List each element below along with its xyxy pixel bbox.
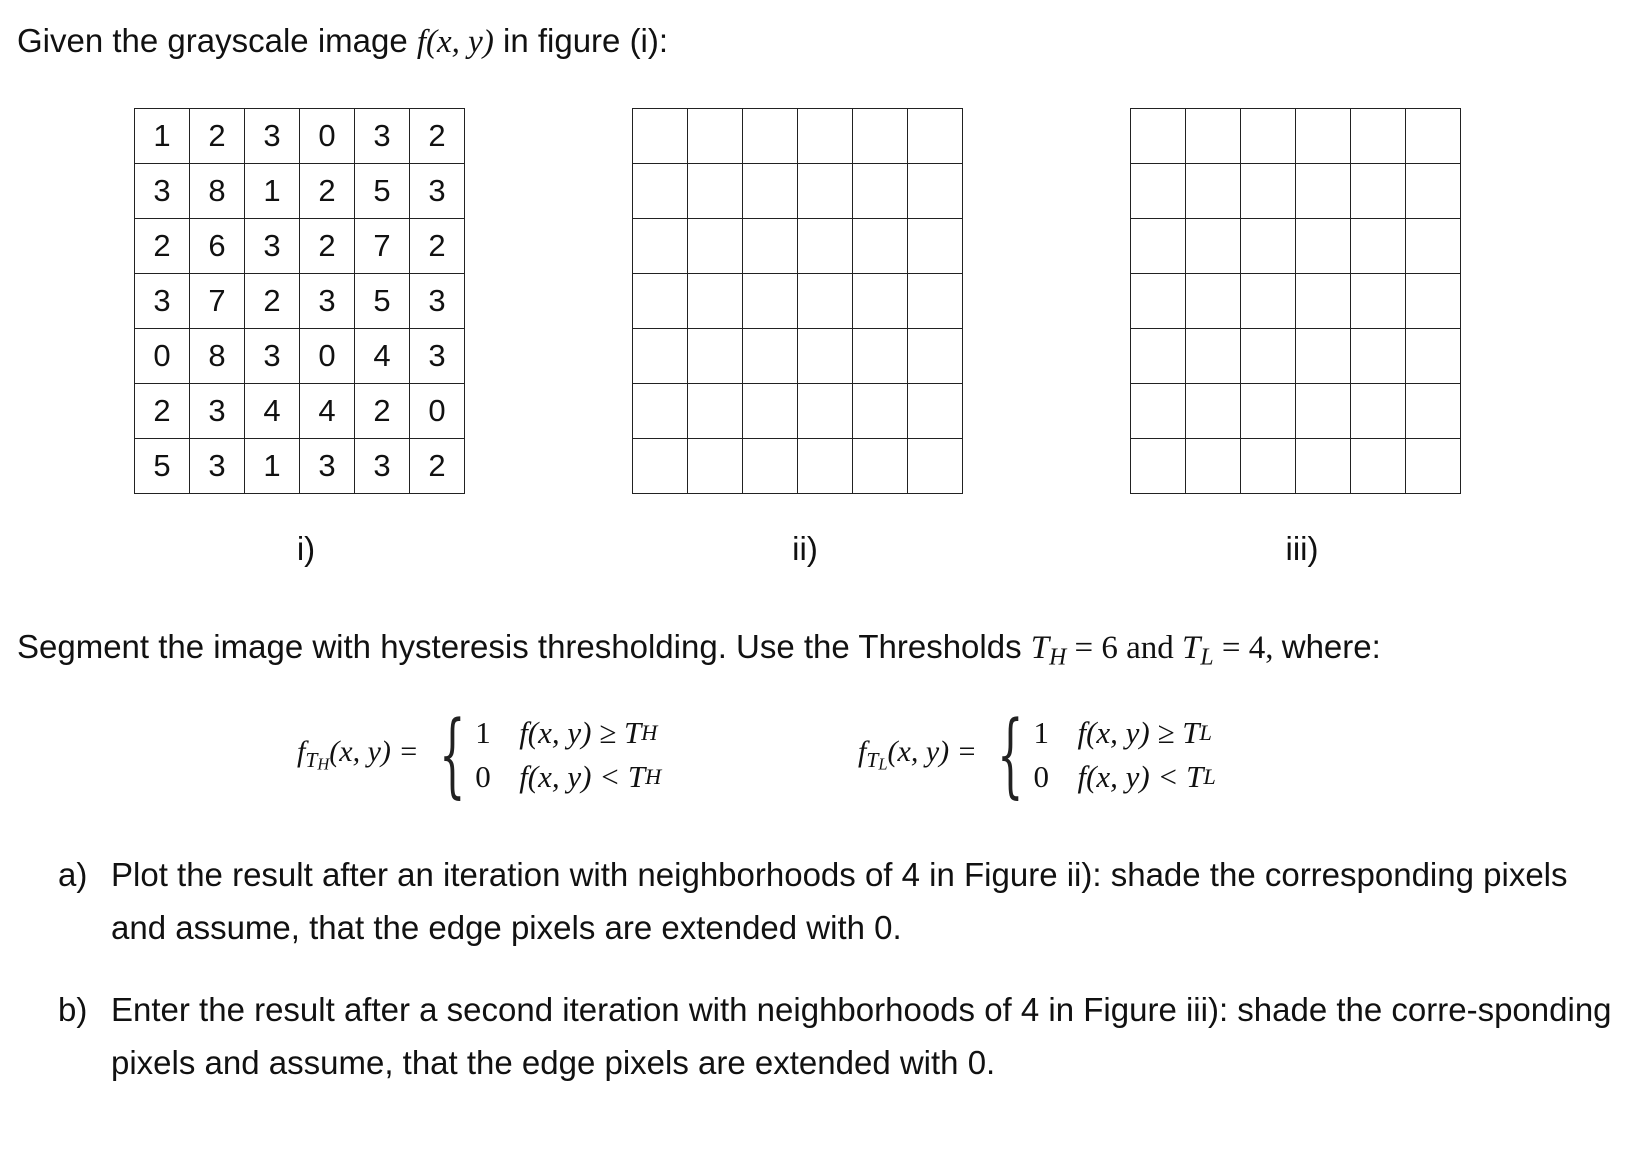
image-grid-i-cell: 4 (245, 384, 300, 439)
image-grid-i-cell: 2 (410, 109, 465, 164)
formula-h-args: (x, y) = (329, 735, 419, 769)
empty-grid-ii-cell[interactable] (908, 329, 963, 384)
empty-grid-iii-row (1131, 384, 1461, 439)
empty-grid-ii-row (633, 274, 963, 329)
empty-grid-iii-cell[interactable] (1186, 109, 1241, 164)
empty-grid-iii-cell[interactable] (1131, 439, 1186, 494)
empty-grid-ii-cell[interactable] (688, 329, 743, 384)
formula-h-t-sub: H (317, 754, 330, 774)
intro-text (17, 22, 668, 61)
empty-grid-ii-cell[interactable] (853, 329, 908, 384)
empty-grid-iii-cell[interactable] (1351, 274, 1406, 329)
formula-l-case-1 (1033, 712, 1215, 754)
formula-h-case-1-sub: H (641, 720, 658, 745)
empty-grid-iii-cell[interactable] (1351, 329, 1406, 384)
image-grid-i-row (135, 439, 465, 494)
image-grid-i-cell: 3 (135, 274, 190, 329)
empty-grid-iii-cell[interactable] (1186, 329, 1241, 384)
formula-l-t: T (866, 748, 879, 773)
empty-grid-iii-row (1131, 274, 1461, 329)
empty-grid-ii-cell[interactable] (853, 274, 908, 329)
empty-grid-ii[interactable] (632, 108, 963, 494)
empty-grid-ii-cell[interactable] (853, 219, 908, 274)
empty-grid-ii-cell[interactable] (798, 109, 853, 164)
empty-grid-iii-cell[interactable] (1296, 384, 1351, 439)
empty-grid-ii-cell[interactable] (853, 164, 908, 219)
empty-grid-ii-row (633, 329, 963, 384)
empty-grid-iii-cell[interactable] (1186, 439, 1241, 494)
empty-grid-iii-cell[interactable] (1296, 439, 1351, 494)
empty-grid-ii-cell[interactable] (743, 219, 798, 274)
empty-grid-ii-cell[interactable] (798, 219, 853, 274)
image-grid-i-cell: 3 (410, 164, 465, 219)
formula-h-case-1-value: 1 (475, 715, 491, 750)
image-grid-i-cell: 2 (135, 219, 190, 274)
image-grid-i-cell: 4 (300, 384, 355, 439)
empty-grid-ii-cell[interactable] (688, 384, 743, 439)
empty-grid-iii-cell[interactable] (1131, 274, 1186, 329)
empty-grid-iii-cell[interactable] (1186, 164, 1241, 219)
empty-grid-ii-cell[interactable] (688, 109, 743, 164)
image-grid-i-cell: 2 (190, 109, 245, 164)
empty-grid-ii-cell[interactable] (798, 274, 853, 329)
empty-grid-iii-cell[interactable] (1351, 439, 1406, 494)
empty-grid-iii-row (1131, 329, 1461, 384)
empty-grid-ii-cell[interactable] (908, 439, 963, 494)
question-a (58, 848, 1618, 954)
empty-grid-ii-row (633, 439, 963, 494)
empty-grid-iii-row (1131, 164, 1461, 219)
empty-grid-ii-cell[interactable] (908, 164, 963, 219)
empty-grid-ii-cell[interactable] (633, 274, 688, 329)
empty-grid-ii-cell[interactable] (798, 439, 853, 494)
empty-grid-ii-cell[interactable] (633, 329, 688, 384)
image-grid-i-cell: 5 (355, 274, 410, 329)
empty-grid-ii-cell[interactable] (798, 384, 853, 439)
empty-grid-iii-cell[interactable] (1186, 274, 1241, 329)
empty-grid-ii-cell[interactable] (853, 439, 908, 494)
tl-symbol: T (1182, 630, 1201, 666)
empty-grid-iii-cell[interactable] (1296, 219, 1351, 274)
empty-grid-iii-cell[interactable] (1351, 109, 1406, 164)
empty-grid-ii-cell[interactable] (688, 164, 743, 219)
empty-grid-ii-cell[interactable] (633, 219, 688, 274)
empty-grid-iii-cell[interactable] (1131, 109, 1186, 164)
image-grid-i-cell: 3 (410, 329, 465, 384)
empty-grid-iii-row (1131, 219, 1461, 274)
image-grid-i-cell: 2 (410, 439, 465, 494)
tl-value: = 4, (1213, 630, 1282, 666)
empty-grid-iii-cell[interactable] (1406, 329, 1461, 384)
image-grid-i-row (135, 164, 465, 219)
image-grid-i-cell: 5 (135, 439, 190, 494)
empty-grid-iii[interactable] (1130, 108, 1461, 494)
task-suffix: where: (1281, 628, 1381, 665)
image-grid-i-cell: 2 (410, 219, 465, 274)
formula-l-args: (x, y) = (887, 735, 977, 769)
empty-grid-ii-cell[interactable] (633, 384, 688, 439)
tl-subscript: L (1200, 644, 1214, 671)
formula-h-t: T (305, 748, 318, 773)
empty-grid-iii-cell[interactable] (1241, 439, 1296, 494)
figure-label-iii: iii) (1285, 530, 1319, 567)
empty-grid-ii-row (633, 219, 963, 274)
formula-l-case-2-sub: L (1203, 764, 1216, 789)
empty-grid-ii-cell[interactable] (743, 439, 798, 494)
empty-grid-ii-cell[interactable] (908, 384, 963, 439)
image-grid-i-cell: 3 (190, 384, 245, 439)
empty-grid-ii-cell[interactable] (688, 219, 743, 274)
empty-grid-ii-row (633, 384, 963, 439)
empty-grid-iii-cell[interactable] (1241, 329, 1296, 384)
empty-grid-ii-cell[interactable] (908, 274, 963, 329)
image-grid-i-cell: 7 (190, 274, 245, 329)
question-b-label: b) (58, 991, 88, 1028)
th-subscript: H (1049, 644, 1067, 671)
image-grid-i-row (135, 109, 465, 164)
formula-l-lhs (858, 735, 977, 774)
empty-grid-ii-cell[interactable] (853, 384, 908, 439)
image-grid-i-cell: 3 (245, 329, 300, 384)
empty-grid-ii-cell[interactable] (688, 439, 743, 494)
formula-h-cases (475, 712, 661, 798)
empty-grid-iii-cell[interactable] (1406, 219, 1461, 274)
empty-grid-ii-cell[interactable] (743, 384, 798, 439)
image-grid-i-cell: 1 (135, 109, 190, 164)
formula-h-lhs (297, 735, 419, 774)
formula-h-case-2-sub: H (645, 764, 662, 789)
image-grid-i-cell: 2 (300, 164, 355, 219)
empty-grid-iii-cell[interactable] (1351, 164, 1406, 219)
image-grid-i-cell: 2 (135, 384, 190, 439)
image-grid-i (134, 108, 465, 494)
intro-suffix: in figure (i): (503, 22, 669, 59)
image-grid-i-cell: 0 (300, 109, 355, 164)
empty-grid-iii-cell[interactable] (1241, 384, 1296, 439)
empty-grid-iii-cell[interactable] (1296, 164, 1351, 219)
image-grid-i-cell: 3 (355, 439, 410, 494)
empty-grid-ii-cell[interactable] (633, 109, 688, 164)
empty-grid-ii-row (633, 109, 963, 164)
empty-grid-ii-row (633, 164, 963, 219)
image-grid-i-cell: 0 (135, 329, 190, 384)
image-grid-i-cell: 2 (245, 274, 300, 329)
empty-grid-iii-cell[interactable] (1131, 164, 1186, 219)
formula-high-threshold (297, 701, 662, 808)
empty-grid-iii-cell[interactable] (1241, 219, 1296, 274)
image-grid-i-cell: 2 (300, 219, 355, 274)
formula-l-f: f (858, 735, 867, 769)
image-grid-i-cell: 8 (190, 329, 245, 384)
image-grid-i-row (135, 219, 465, 274)
image-grid-i-cell: 3 (245, 109, 300, 164)
formula-h-case-2 (475, 756, 661, 798)
empty-grid-ii-cell[interactable] (633, 164, 688, 219)
formula-h-case-2-cond: f(x, y) < T (519, 759, 646, 794)
question-a-text: Plot the result after an iteration with neighborhoods of 4 in Figure ii): shade the corresponding pixels and assume, that the edge pixels are extended with 0. (111, 856, 1568, 946)
formula-low-threshold (858, 701, 1216, 808)
brace-icon: { (997, 701, 1024, 808)
formula-l-case-2 (1033, 756, 1215, 798)
image-grid-i-cell: 5 (355, 164, 410, 219)
formula-l-cases (1033, 712, 1215, 798)
empty-grid-ii-cell[interactable] (853, 109, 908, 164)
empty-grid-ii-cell[interactable] (908, 109, 963, 164)
image-grid-i-cell: 0 (410, 384, 465, 439)
th-symbol: T (1030, 630, 1050, 666)
empty-grid-iii-cell[interactable] (1131, 329, 1186, 384)
formula-h-f: f (297, 735, 306, 769)
image-grid-i-cell: 7 (355, 219, 410, 274)
formula-h-case-1 (475, 712, 661, 754)
image-grid-i-cell: 3 (410, 274, 465, 329)
formula-l-case-1-sub: L (1199, 720, 1212, 745)
empty-grid-ii-cell[interactable] (743, 274, 798, 329)
empty-grid-iii-cell[interactable] (1406, 384, 1461, 439)
empty-grid-iii-cell[interactable] (1351, 219, 1406, 274)
empty-grid-ii-cell[interactable] (743, 164, 798, 219)
question-b-text: Enter the result after a second iteration with neighborhoods of 4 in Figure iii): shade the corre-sponding pixels and assume, that the edge pixels are extended with 0. (111, 991, 1612, 1081)
th-value: = 6 and (1066, 630, 1183, 666)
task-text (17, 628, 1381, 672)
formula-h-case-2-value: 0 (475, 759, 491, 794)
empty-grid-iii-cell[interactable] (1351, 384, 1406, 439)
image-grid-i-cell: 3 (245, 219, 300, 274)
empty-grid-iii-cell[interactable] (1241, 164, 1296, 219)
figure-label-i: i) (296, 530, 316, 567)
formula-l-case-2-cond: f(x, y) < T (1077, 759, 1204, 794)
image-grid-i-cell: 3 (300, 274, 355, 329)
image-grid-i-cell: 8 (190, 164, 245, 219)
empty-grid-ii-cell[interactable] (688, 274, 743, 329)
image-grid-i-cell: 6 (190, 219, 245, 274)
empty-grid-iii-row (1131, 109, 1461, 164)
empty-grid-ii-cell[interactable] (743, 109, 798, 164)
intro-prefix: Given the grayscale image (17, 22, 408, 59)
empty-grid-iii-cell[interactable] (1186, 384, 1241, 439)
image-grid-i-cell: 3 (190, 439, 245, 494)
empty-grid-iii-cell[interactable] (1406, 109, 1461, 164)
image-grid-i-row (135, 384, 465, 439)
image-grid-i-cell: 3 (300, 439, 355, 494)
formula-l-case-2-value: 0 (1033, 759, 1049, 794)
formula-h-case-1-cond: f(x, y) ≥ T (519, 715, 642, 750)
empty-grid-iii-cell[interactable] (1241, 274, 1296, 329)
image-grid-i-cell: 1 (245, 164, 300, 219)
empty-grid-iii-cell[interactable] (1131, 384, 1186, 439)
brace-icon: { (438, 701, 466, 808)
empty-grid-iii-cell[interactable] (1296, 329, 1351, 384)
image-grid-i-cell: 0 (300, 329, 355, 384)
image-grid-i-cell: 1 (245, 439, 300, 494)
empty-grid-ii-cell[interactable] (798, 164, 853, 219)
figure-label-ii: ii) (792, 530, 818, 567)
formula-l-t-sub: L (878, 754, 888, 774)
task-prefix: Segment the image with hysteresis thresholding. Use the Thresholds (17, 628, 1022, 665)
empty-grid-ii-cell[interactable] (743, 329, 798, 384)
image-grid-i-row (135, 274, 465, 329)
empty-grid-iii-cell[interactable] (1296, 109, 1351, 164)
image-grid-i-cell: 3 (135, 164, 190, 219)
image-grid-i-cell: 2 (355, 384, 410, 439)
formula-l-case-1-value: 1 (1033, 715, 1049, 750)
empty-grid-ii-cell[interactable] (908, 219, 963, 274)
image-grid-i-cell: 4 (355, 329, 410, 384)
question-a-label: a) (58, 856, 88, 893)
formula-l-case-1-cond: f(x, y) ≥ T (1077, 715, 1200, 750)
empty-grid-iii-cell[interactable] (1131, 219, 1186, 274)
empty-grid-iii-cell[interactable] (1241, 109, 1296, 164)
intro-function: f(x, y) (416, 24, 494, 60)
empty-grid-iii-row (1131, 439, 1461, 494)
empty-grid-ii-cell[interactable] (633, 439, 688, 494)
empty-grid-iii-cell[interactable] (1296, 274, 1351, 329)
empty-grid-iii-cell[interactable] (1406, 439, 1461, 494)
empty-grid-iii-cell[interactable] (1186, 219, 1241, 274)
empty-grid-ii-cell[interactable] (798, 329, 853, 384)
question-b (58, 983, 1618, 1089)
empty-grid-iii-cell[interactable] (1406, 164, 1461, 219)
empty-grid-iii-cell[interactable] (1406, 274, 1461, 329)
image-grid-i-cell: 3 (355, 109, 410, 164)
image-grid-i-row (135, 329, 465, 384)
